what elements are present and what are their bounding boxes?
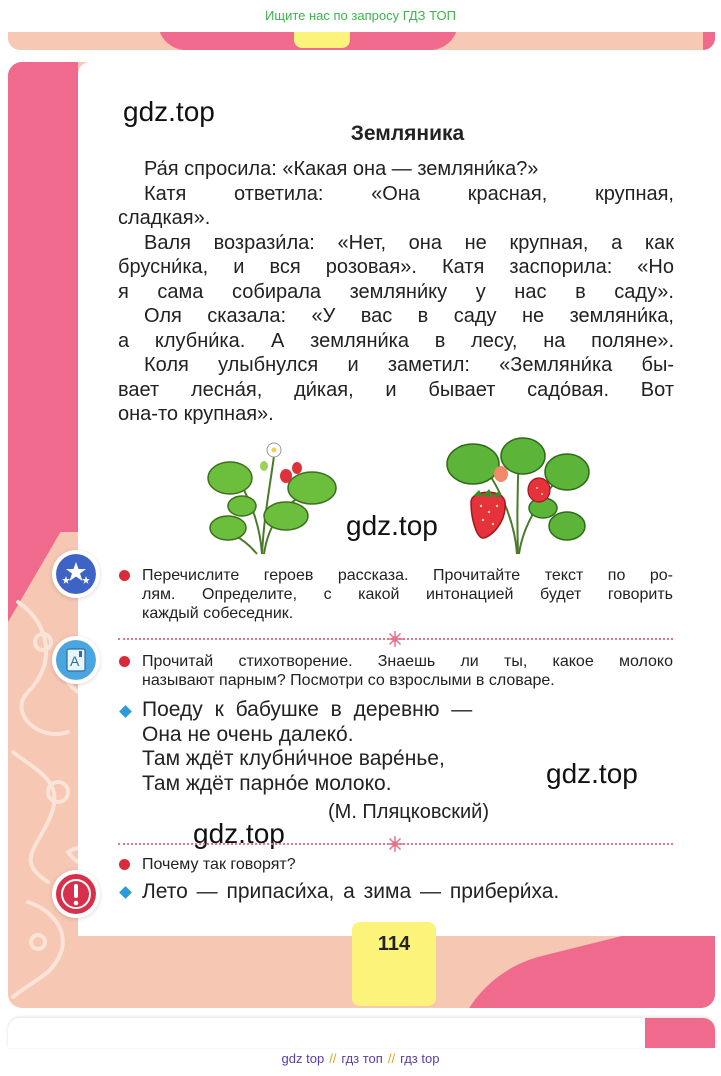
poem: Поеду к бабушке в деревню — Она не очень далеко́. Там ждёт клубни́чное варе́нье, Там ждёт парно́е молоко. [142,698,473,795]
watermark: gdz.top [193,818,285,849]
footer-links [0,1048,721,1076]
sparkle-icon [387,631,403,647]
footer-link[interactable]: гдз топ [341,1051,383,1066]
task-1-text: Перечислите героев рассказа. Прочитайте текст по ро- лям. Определите, с какой интонацией будет говорить каждый собеседник. [142,567,673,622]
story-title: Земляника [350,122,465,145]
task-3-text: Почему так говорят? [142,856,296,873]
garden-strawberry-illustration [443,434,591,556]
exclamation-badge-icon [56,874,96,914]
sparkle-icon [387,836,403,852]
strawberry-plant-illustration [202,436,342,556]
task-bullet [119,656,130,667]
paragraph: Ра́я спросила: «Какая она — земляни́ка?» [144,158,539,180]
paragraph: Катя ответила: «Она красная, крупная, сладкая». [118,182,674,229]
footer-separator: // [329,1051,337,1066]
task-2-text: Прочитай стихотворение. Знаешь ли ты, какое молоко называют парным? Посмотри со взрослыми в словаре. [142,653,673,689]
svg-text:A: A [70,653,80,669]
next-page-edge [8,1018,715,1048]
paragraph: Коля улыбнулся и заметил: «Земляни́ка бы- вает лесна́я, ди́кая, и бывает садо́вая. Вот она-то крупная». [118,354,674,425]
previous-page-edge [8,32,715,50]
watermark: gdz.top [546,758,638,789]
footer-separator: // [387,1051,396,1066]
top-banner[interactable]: Ищите нас по запросу ГДЗ ТОП [265,8,456,23]
watermark: gdz.top [346,510,438,541]
task-bullet [119,859,130,870]
story-text [118,157,674,427]
task-bullet [119,570,130,581]
stars-badge-icon [56,554,96,594]
watermark: gdz.top [123,96,215,127]
poem-author: (М. Пляцковский) [328,801,490,823]
footer-link[interactable]: гдз top [400,1051,440,1066]
page-number: 114 [377,933,411,955]
reading-book-badge-icon [56,640,96,680]
proverb: Лето — припаси́ха, а зима — прибери́ха. [142,880,560,903]
footer-link[interactable]: gdz top [281,1051,325,1066]
paragraph: Валя возрази́ла: «Нет, она не крупная, а как брусни́ка, и вся розовая». Катя заспорила: «Но я сама собирала земляни́ку у нас в саду». [118,231,674,303]
paragraph: Оля сказала: «У вас в саду не земляни́ка, а клубни́ка. А земляни́ка в лесу, на поляне». [118,305,674,352]
